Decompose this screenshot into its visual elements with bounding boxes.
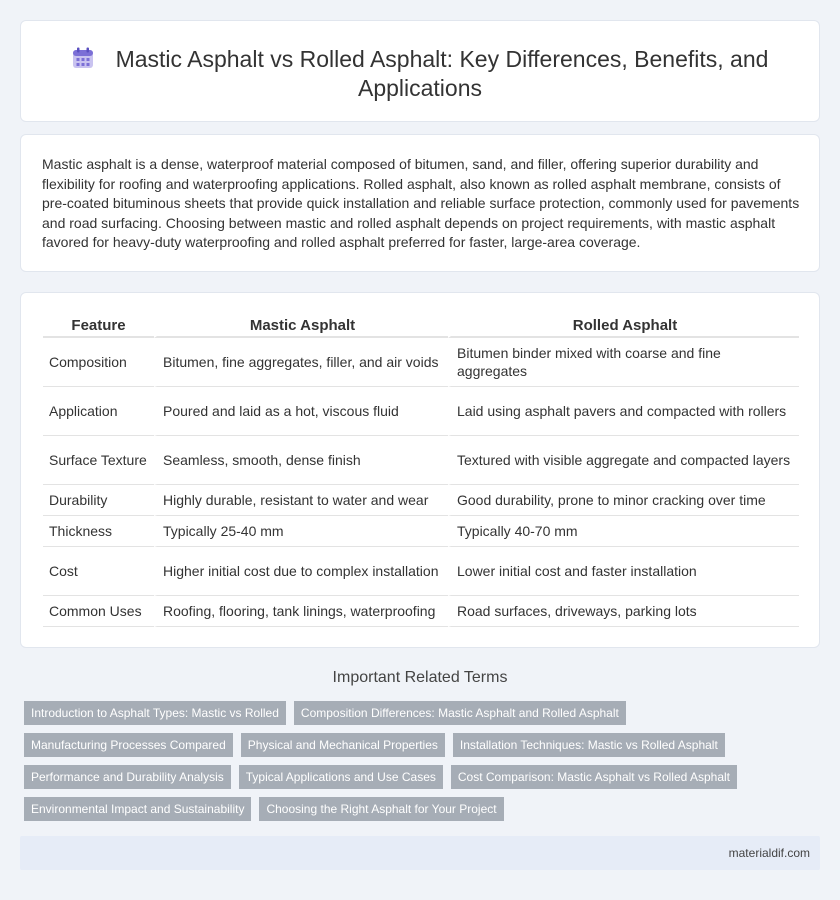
feature-cell: Thickness	[43, 516, 154, 547]
related-term-link[interactable]: Cost Comparison: Mastic Asphalt vs Rolled Asphalt	[451, 765, 737, 789]
related-term-link[interactable]: Composition Differences: Mastic Asphalt and Rolled Asphalt	[294, 701, 626, 725]
feature-cell: Durability	[43, 485, 154, 516]
rolled-cell: Lower initial cost and faster installation	[448, 547, 799, 596]
table-row	[43, 596, 799, 627]
table-row	[43, 436, 799, 485]
intro-paragraph: Mastic asphalt is a dense, waterproof material composed of bitumen, sand, and filler, offering superior durability and flexibility for roofing and waterproofing applications. Rolled asphalt, also known as rolled asphalt membrane, consists of pre-coated bituminous sheets that provide quick installation and reliable surface protection, commonly used for pavements and road surfacing. Choosing between mastic and rolled asphalt depends on project requirements, with mastic asphalt favored for heavy-duty waterproofing and rolled asphalt preferred for faster, large-area coverage.	[42, 156, 800, 250]
rolled-cell: Typically 40-70 mm	[448, 516, 799, 547]
rolled-cell: Road surfaces, driveways, parking lots	[448, 596, 799, 627]
feature-cell: Application	[43, 387, 154, 436]
title-card	[20, 20, 820, 122]
header-rolled-asphalt: Rolled Asphalt	[448, 316, 799, 338]
mastic-cell: Seamless, smooth, dense finish	[154, 436, 448, 485]
table-header-row	[43, 316, 799, 338]
footer-site-name: materialdif.com	[728, 846, 810, 860]
related-terms-title: Important Related Terms	[332, 669, 508, 686]
mastic-cell: Bitumen, fine aggregates, filler, and air voids	[154, 338, 448, 387]
related-term-link[interactable]: Typical Applications and Use Cases	[239, 765, 443, 789]
feature-cell: Surface Texture	[43, 436, 154, 485]
related-terms-tags	[24, 701, 824, 829]
footer-bar	[20, 836, 820, 870]
related-term-link[interactable]: Physical and Mechanical Properties	[241, 733, 445, 757]
intro-card	[20, 134, 820, 272]
feature-cell: Composition	[43, 338, 154, 387]
table-row	[43, 485, 799, 516]
table-row	[43, 516, 799, 547]
page-title	[21, 45, 819, 103]
tag-row	[24, 701, 824, 725]
comparison-table	[43, 316, 799, 627]
feature-cell: Common Uses	[43, 596, 154, 627]
header-feature: Feature	[43, 316, 154, 338]
related-term-link[interactable]: Introduction to Asphalt Types: Mastic vs Rolled	[24, 701, 286, 725]
mastic-cell: Roofing, flooring, tank linings, waterproofing	[154, 596, 448, 627]
related-term-link[interactable]: Installation Techniques: Mastic vs Rolled Asphalt	[453, 733, 725, 757]
table-row	[43, 547, 799, 596]
table-row	[43, 387, 799, 436]
rolled-cell: Laid using asphalt pavers and compacted with rollers	[448, 387, 799, 436]
related-term-link[interactable]: Environmental Impact and Sustainability	[24, 797, 251, 821]
feature-cell: Cost	[43, 547, 154, 596]
mastic-cell: Poured and laid as a hot, viscous fluid	[154, 387, 448, 436]
related-term-link[interactable]: Choosing the Right Asphalt for Your Project	[259, 797, 503, 821]
mastic-cell: Higher initial cost due to complex installation	[154, 547, 448, 596]
tag-row	[24, 765, 824, 789]
title-wrap	[21, 21, 819, 121]
page-title-text: Mastic Asphalt vs Rolled Asphalt: Key Differences, Benefits, and Applications	[115, 46, 769, 101]
calendar-icon	[72, 47, 94, 69]
header-mastic-asphalt: Mastic Asphalt	[154, 316, 448, 338]
tag-row	[24, 797, 824, 821]
rolled-cell: Textured with visible aggregate and compacted layers	[448, 436, 799, 485]
related-term-link[interactable]: Manufacturing Processes Compared	[24, 733, 233, 757]
mastic-cell: Typically 25-40 mm	[154, 516, 448, 547]
comparison-table-card	[20, 292, 820, 648]
tag-row	[24, 733, 824, 757]
related-term-link[interactable]: Performance and Durability Analysis	[24, 765, 231, 789]
table-row	[43, 338, 799, 387]
mastic-cell: Highly durable, resistant to water and wear	[154, 485, 448, 516]
rolled-cell: Bitumen binder mixed with coarse and fine aggregates	[448, 338, 799, 387]
rolled-cell: Good durability, prone to minor cracking over time	[448, 485, 799, 516]
